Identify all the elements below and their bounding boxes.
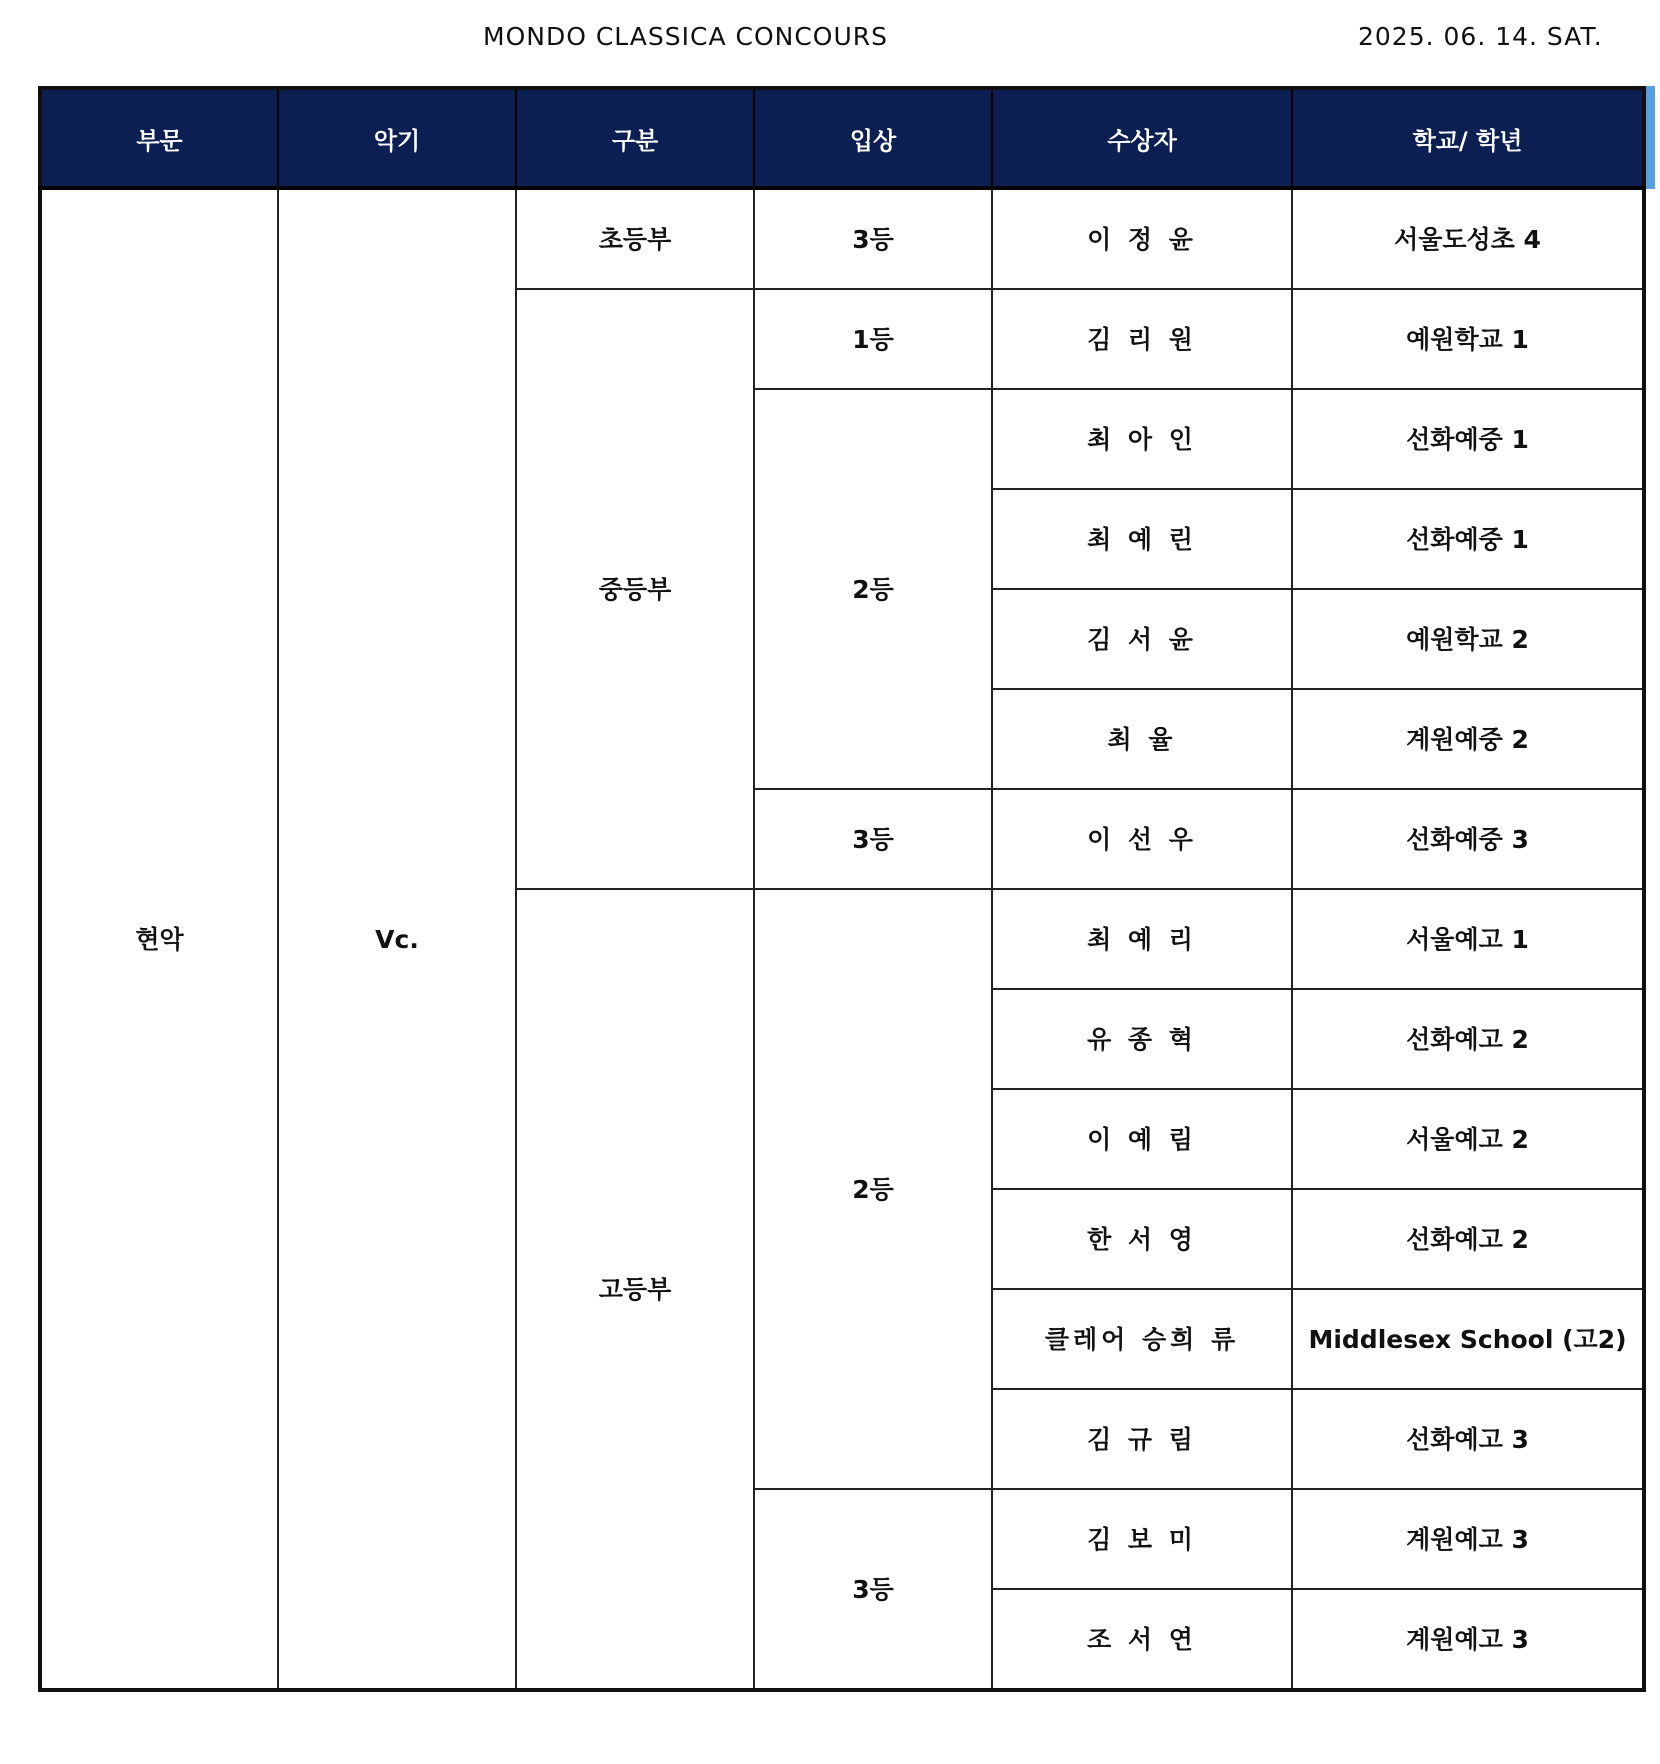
accent-bar [1646, 86, 1655, 189]
school-cell: Middlesex School (고2) [1292, 1289, 1644, 1389]
winner-name-cell: 이 선 우 [992, 789, 1292, 889]
school-cell: 서울예고 2 [1292, 1089, 1644, 1189]
winner-name-cell: 김 규 림 [992, 1389, 1292, 1489]
school-cell: 선화예중 1 [1292, 389, 1644, 489]
division-elementary-cell: 초등부 [516, 188, 754, 289]
page-title: MONDO CLASSICA CONCOURS [483, 22, 889, 51]
school-cell: 선화예고 2 [1292, 1189, 1644, 1289]
school-cell: 예원학교 2 [1292, 589, 1644, 689]
prize-cell: 2등 [754, 389, 992, 789]
winner-name-cell: 최 예 리 [992, 889, 1292, 989]
winner-name-cell: 조 서 연 [992, 1589, 1292, 1690]
school-cell: 계원예중 2 [1292, 689, 1644, 789]
column-header-winner: 수상자 [992, 88, 1292, 188]
winner-name-cell: 이 정 윤 [992, 188, 1292, 289]
event-date: 2025. 06. 14. SAT. [1358, 22, 1603, 51]
school-cell: 계원예고 3 [1292, 1589, 1644, 1690]
winner-name-cell: 최 아 인 [992, 389, 1292, 489]
prize-cell: 2등 [754, 889, 992, 1489]
school-cell: 서울도성초 4 [1292, 188, 1644, 289]
table-row [40, 188, 1644, 289]
winner-name-cell: 김 서 윤 [992, 589, 1292, 689]
column-header-section: 부문 [40, 88, 278, 188]
winner-name-cell: 김 리 원 [992, 289, 1292, 389]
column-header-instrument: 악기 [278, 88, 516, 188]
school-cell: 계원예고 3 [1292, 1489, 1644, 1589]
column-header-school-grade: 학교/ 학년 [1292, 88, 1644, 188]
winner-name-cell: 최 예 린 [992, 489, 1292, 589]
winner-name-cell: 유 종 혁 [992, 989, 1292, 1089]
school-cell: 선화예중 1 [1292, 489, 1644, 589]
results-table [38, 86, 1646, 1692]
table-header-row [40, 88, 1644, 188]
division-high-cell: 고등부 [516, 889, 754, 1690]
winner-name-cell: 이 예 림 [992, 1089, 1292, 1189]
prize-cell: 3등 [754, 1489, 992, 1690]
prize-cell: 3등 [754, 188, 992, 289]
school-cell: 예원학교 1 [1292, 289, 1644, 389]
division-middle-cell: 중등부 [516, 289, 754, 889]
winner-name-cell: 김 보 미 [992, 1489, 1292, 1589]
instrument-cell: Vc. [278, 188, 516, 1690]
school-cell: 선화예중 3 [1292, 789, 1644, 889]
school-cell: 선화예고 2 [1292, 989, 1644, 1089]
winner-name-cell: 한 서 영 [992, 1189, 1292, 1289]
section-cell: 현악 [40, 188, 278, 1690]
school-cell: 서울예고 1 [1292, 889, 1644, 989]
column-header-prize: 입상 [754, 88, 992, 188]
prize-cell: 1등 [754, 289, 992, 389]
winner-name-cell: 최 율 [992, 689, 1292, 789]
school-cell: 선화예고 3 [1292, 1389, 1644, 1489]
column-header-division: 구분 [516, 88, 754, 188]
page-header [0, 20, 1660, 60]
prize-cell: 3등 [754, 789, 992, 889]
winner-name-cell: 클레어 승희 류 [992, 1289, 1292, 1389]
